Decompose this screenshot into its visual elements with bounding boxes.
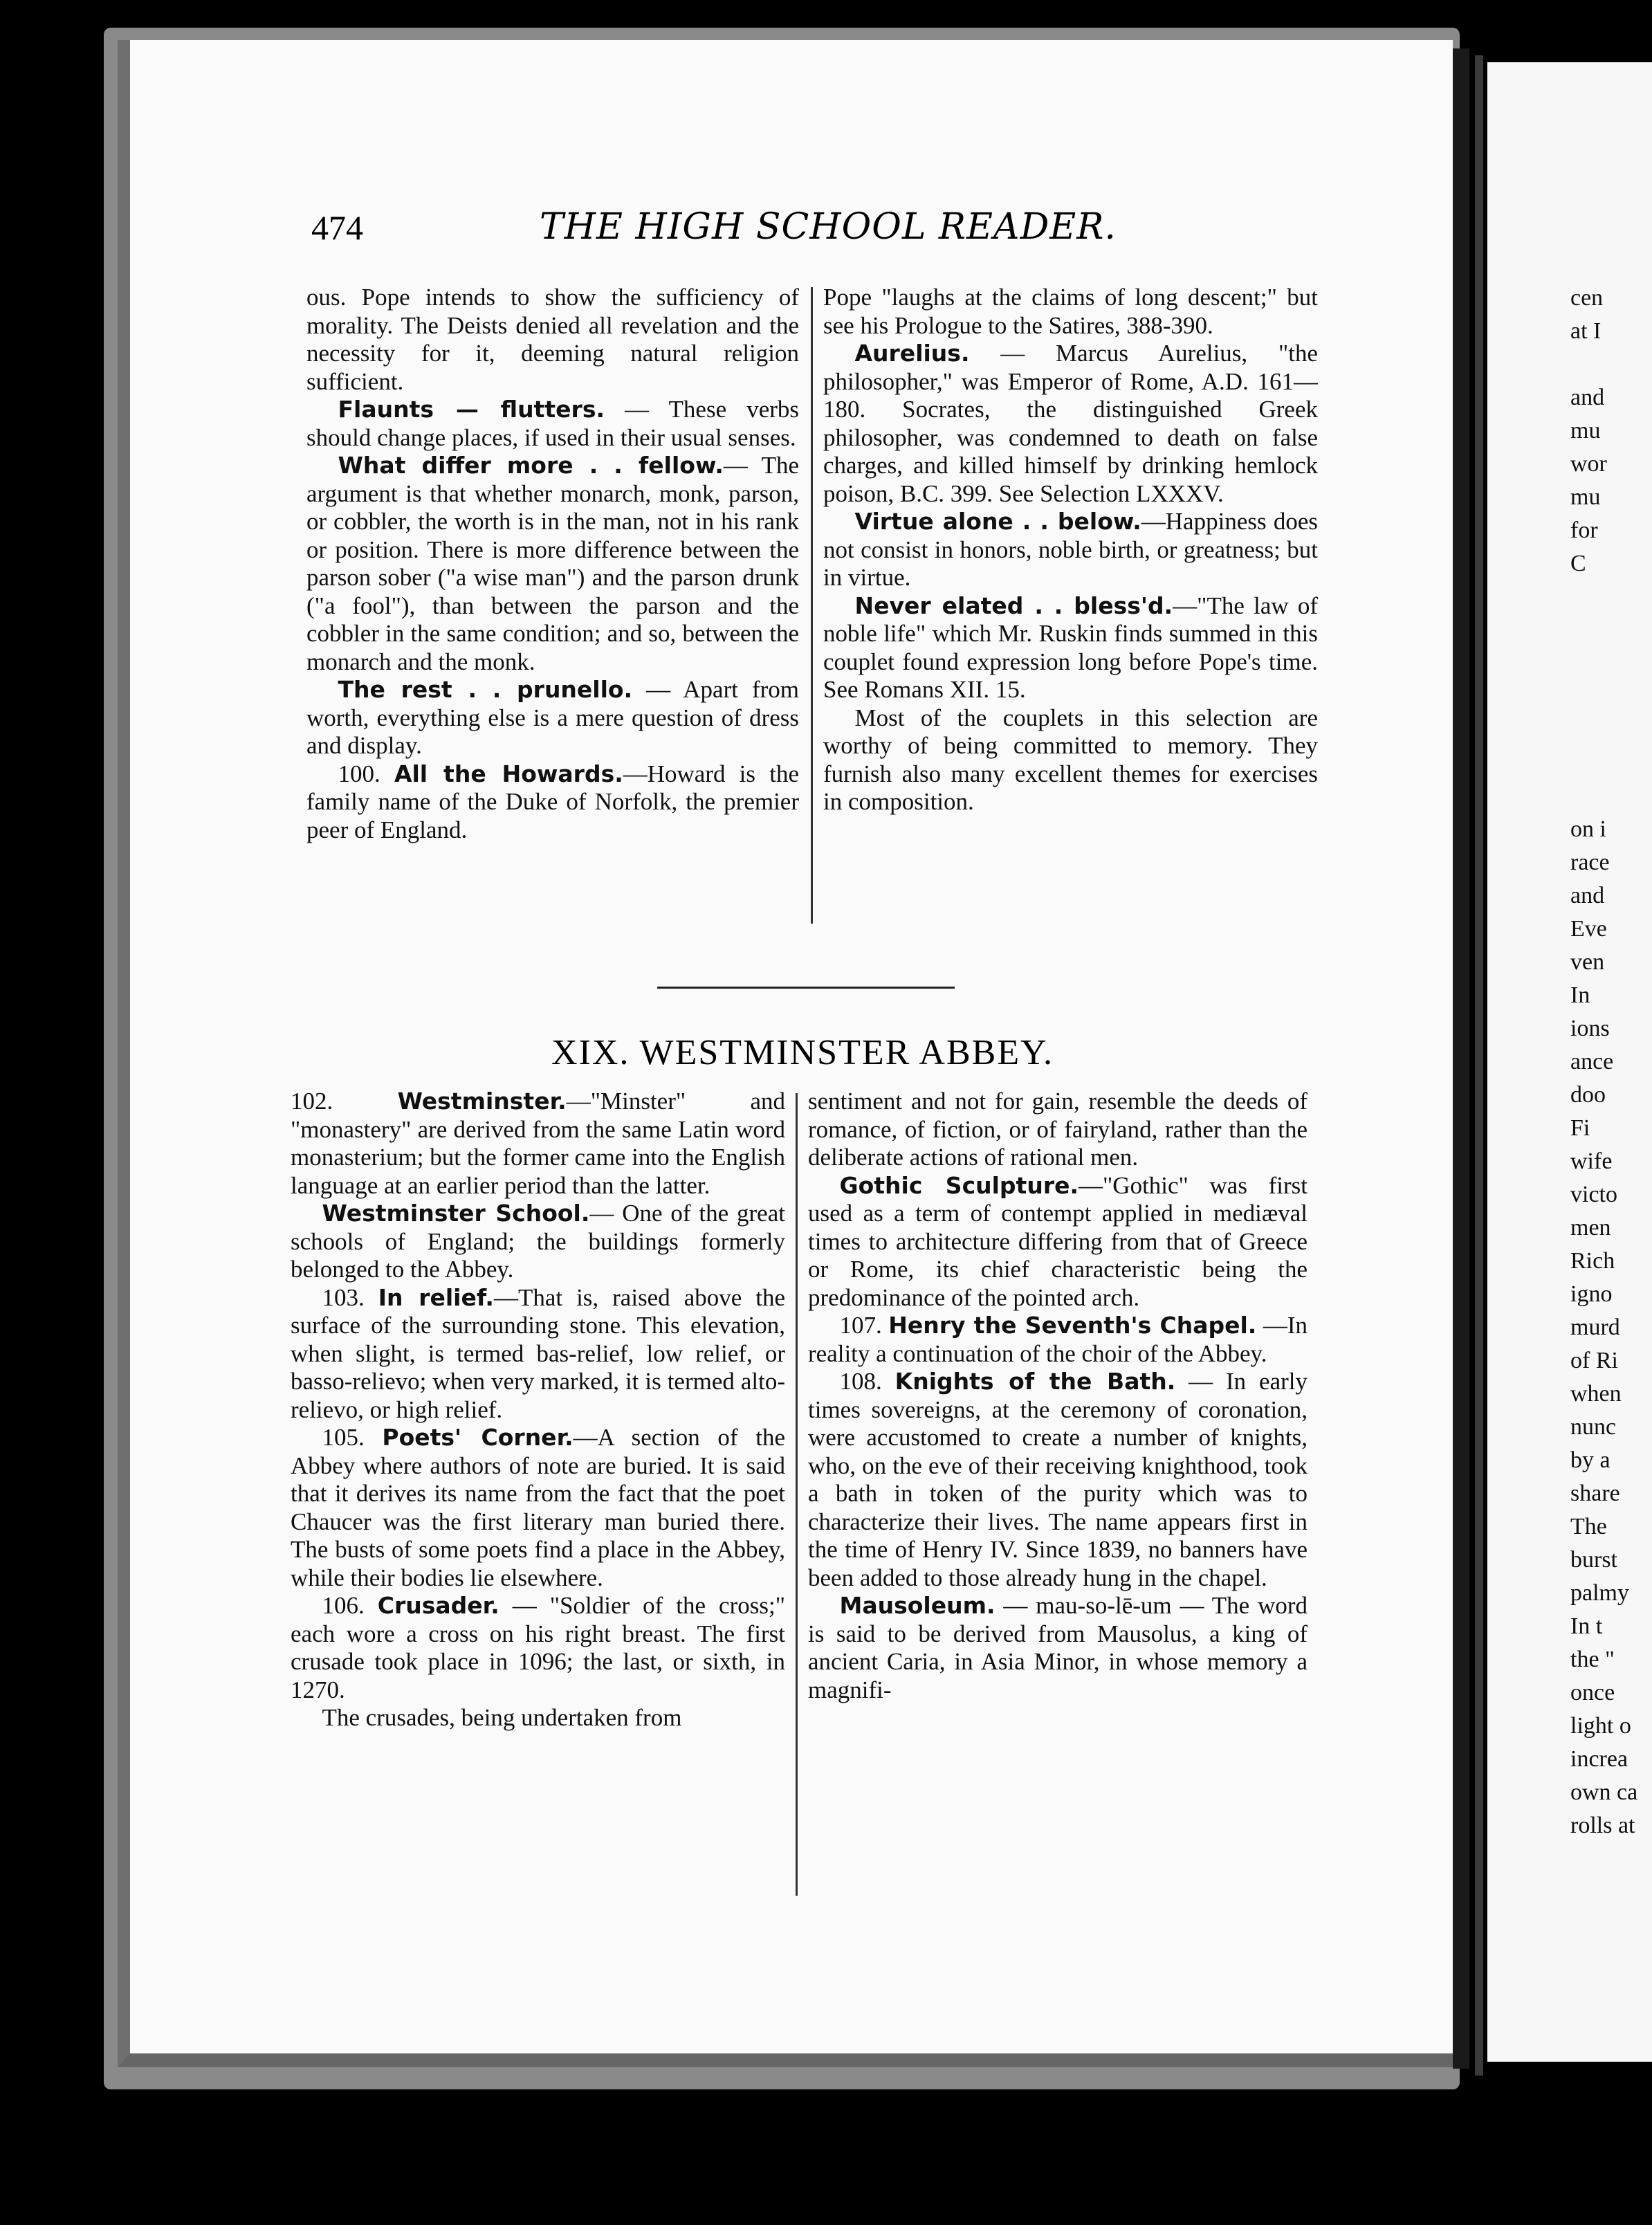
note-headword: Poets' Corner. bbox=[382, 1424, 573, 1451]
note-text: Most of the couplets in this selection are worthy of being committed to memory. They furnish also many excellent themes for exercises in composition. bbox=[823, 704, 1318, 815]
note-entry bbox=[808, 1088, 1307, 1172]
book-gutter-shadow bbox=[1475, 55, 1483, 2076]
section-title: XIX. WESTMINSTER ABBEY. bbox=[551, 1033, 1054, 1072]
note-number: 106. bbox=[322, 1592, 378, 1619]
note-headword: In relief. bbox=[378, 1283, 494, 1311]
note-headword: Henry the Seventh's Chapel. bbox=[888, 1312, 1257, 1339]
notes-column-bottom-left bbox=[291, 1088, 785, 1732]
notes-column-top-left bbox=[306, 284, 799, 844]
note-text: —Howard is the family name of the Duke of Norfolk, the premier peer of England. bbox=[306, 760, 799, 843]
note-entry bbox=[306, 396, 799, 452]
note-entry bbox=[823, 284, 1318, 340]
note-entry bbox=[291, 1704, 785, 1732]
note-text: — "Soldier of the cross;" each wore a cross on his right breast. The first crusade took place in 1096; the last, or sixth, in 1270. bbox=[291, 1592, 785, 1703]
facing-page-line: murd bbox=[1570, 1315, 1620, 1340]
facing-page-line: burst bbox=[1570, 1547, 1617, 1573]
note-entry bbox=[291, 1592, 785, 1704]
note-headword: Flaunts — flutters. bbox=[338, 396, 605, 423]
note-text: —"Minster" and "monastery" are derived from the same Latin word monasterium; but the former came into the English language at an earlier period than the latter. bbox=[291, 1088, 785, 1199]
note-entry bbox=[808, 1368, 1307, 1592]
facing-page-line: mu bbox=[1570, 484, 1601, 510]
facing-page-line: and bbox=[1570, 385, 1605, 410]
note-headword: The rest . . prunello. bbox=[338, 676, 633, 703]
note-headword: Knights of the Bath. bbox=[894, 1368, 1176, 1395]
facing-page-line: victo bbox=[1570, 1182, 1617, 1207]
note-text: — mau-so-lē-um — The word is said to be derived from Mausolus, a king of ancient Caria, in Asia Minor, in whose memory a magnifi- bbox=[808, 1592, 1307, 1703]
note-number: 102. bbox=[291, 1088, 398, 1115]
facing-page-line: wife bbox=[1570, 1148, 1613, 1174]
note-headword: What differ more . . fellow. bbox=[338, 452, 724, 479]
facing-page-line: Rich bbox=[1570, 1248, 1615, 1274]
facing-page-line: igno bbox=[1570, 1281, 1613, 1307]
note-text: —In reality a continuation of the choir of the Abbey. bbox=[808, 1312, 1307, 1367]
note-text: sentiment and not for gain, resemble the deeds of romance, of fiction, or of fairyland, rather than the deliberate actions of rational men. bbox=[808, 1088, 1307, 1171]
facing-page-line: the " bbox=[1570, 1647, 1615, 1672]
notes-column-top-right bbox=[823, 284, 1318, 816]
facing-page-line: rolls at bbox=[1570, 1813, 1635, 1838]
note-entry bbox=[808, 1592, 1307, 1704]
note-text: — Marcus Aurelius, "the philosopher," was Emperor of Rome, A.D. 161—180. Socrates, the distinguished Greek philosopher, was condemned to death on false charges, and killed himself by drinking hemlock poison, B.C. 399. See Selection LXXXV. bbox=[823, 340, 1318, 507]
facing-page-line: and bbox=[1570, 883, 1605, 908]
note-number: 105. bbox=[322, 1424, 383, 1451]
note-headword: Mausoleum. bbox=[839, 1592, 995, 1619]
note-entry bbox=[808, 1312, 1307, 1368]
facing-page-line: Eve bbox=[1570, 916, 1607, 942]
facing-page-line: In t bbox=[1570, 1613, 1603, 1639]
note-entry bbox=[823, 704, 1318, 816]
note-text: —"The law of noble life" which Mr. Ruskin finds summed in this couplet found expression long before Pope's time. See Romans XII. 15. bbox=[823, 592, 1318, 703]
note-entry bbox=[306, 676, 799, 760]
facing-page-line: on i bbox=[1570, 816, 1606, 842]
column-divider-top bbox=[811, 287, 813, 924]
page-header bbox=[311, 201, 1349, 256]
note-headword: Westminster. bbox=[397, 1088, 567, 1115]
note-text: —That is, raised above the surface of the surrounding stone. This elevation, when slight, is termed bas-relief, low relief, or basso-relievo; when very marked, it is termed alto-relievo, or high relief. bbox=[291, 1283, 785, 1423]
facing-page-line: palmy bbox=[1570, 1580, 1629, 1606]
note-headword: Crusader. bbox=[377, 1592, 499, 1619]
note-text: Pope "laughs at the claims of long descent;" but see his Prologue to the Satires, 388-390. bbox=[823, 284, 1318, 339]
note-number: 100. bbox=[338, 760, 394, 787]
facing-page-line: increa bbox=[1570, 1746, 1628, 1772]
note-text: The crusades, being undertaken from bbox=[322, 1704, 682, 1731]
note-number: 108. bbox=[839, 1368, 895, 1395]
note-text: — In early times sovereigns, at the ceremony of coronation, were accustomed to create a number of knights, who, on the eve of their receiving knighthood, took a bath in token of the purity which was to characterize their lives. The name appears first in the time of Henry IV. Since 1839, no banners have been added to those already hung in the chapel. bbox=[808, 1368, 1308, 1591]
note-text: — Apart from worth, everything else is a mere question of dress and display. bbox=[306, 676, 799, 759]
facing-page-line: ions bbox=[1570, 1016, 1610, 1041]
note-number: 103. bbox=[322, 1283, 378, 1311]
facing-page-line: ance bbox=[1570, 1049, 1614, 1074]
note-text: —"Gothic" was first used as a term of contempt applied in mediæval times to architecture differing from that of Greece or Rome, its chief characteristic being the predominance of the pointed arch. bbox=[808, 1171, 1307, 1311]
facing-page-line: The bbox=[1570, 1514, 1607, 1539]
note-number: 107. bbox=[839, 1312, 889, 1339]
facing-page-line: of Ri bbox=[1570, 1348, 1618, 1373]
notes-column-bottom-right bbox=[808, 1088, 1307, 1704]
facing-page-line: cen bbox=[1570, 285, 1604, 311]
note-headword: Aurelius. bbox=[854, 340, 970, 367]
note-entry bbox=[306, 760, 799, 845]
note-entry bbox=[823, 508, 1318, 592]
page-number: 474 bbox=[311, 208, 363, 247]
facing-page-line: light o bbox=[1570, 1713, 1631, 1739]
note-headword: All the Howards. bbox=[394, 760, 623, 787]
running-head: THE HIGH SCHOOL READER. bbox=[540, 206, 1117, 248]
note-text: — The argument is that whether monarch, monk, parson, or cobbler, the worth is in the man, not in his rank or position. There is more difference between the parson sober ("a wise man") and the parson drunk ("a fool"), than between the parson and the cobbler in the same condition; and so, between the monarch and the monk. bbox=[306, 452, 799, 675]
facing-page-line: wor bbox=[1570, 451, 1607, 477]
note-entry bbox=[306, 284, 799, 396]
note-headword: Never elated . . bless'd. bbox=[854, 592, 1173, 619]
facing-page-line: for bbox=[1570, 518, 1598, 543]
note-entry bbox=[823, 340, 1318, 508]
note-entry bbox=[306, 452, 799, 676]
section-rule bbox=[657, 987, 955, 989]
note-text: — One of the great schools of England; the buildings formerly belonged to the Abbey. bbox=[291, 1200, 785, 1283]
facing-page-line: by a bbox=[1570, 1447, 1610, 1473]
facing-page-line: share bbox=[1570, 1481, 1620, 1506]
note-entry bbox=[291, 1088, 785, 1200]
note-entry bbox=[808, 1172, 1307, 1312]
facing-page-line: In bbox=[1570, 982, 1590, 1008]
note-text: —A section of the Abbey where authors of note are buried. It is said that it derives its name from the fact that the poet Chaucer was the first literary man buried there. The busts of some poets find a place in the Abbey, while their bodies lie elsewhere. bbox=[291, 1424, 785, 1591]
facing-page-line: ven bbox=[1570, 949, 1605, 975]
book-gutter bbox=[1453, 48, 1469, 2069]
facing-page-line: when bbox=[1570, 1381, 1622, 1407]
facing-page-line: doo bbox=[1570, 1082, 1606, 1108]
facing-page-line: men bbox=[1570, 1215, 1611, 1240]
facing-page-line: race bbox=[1570, 850, 1610, 875]
facing-page-line: own ca bbox=[1570, 1779, 1638, 1805]
note-text: ous. Pope intends to show the sufficiency of morality. The Deists denied all revelation and the necessity for it, deeming natural religion sufficient. bbox=[306, 284, 799, 395]
facing-page-line: mu bbox=[1570, 418, 1601, 443]
note-entry bbox=[823, 592, 1318, 704]
note-text: — These verbs should change places, if used in their usual senses. bbox=[306, 396, 800, 451]
facing-page-line: Fi bbox=[1570, 1115, 1590, 1141]
note-headword: Westminster School. bbox=[322, 1200, 590, 1227]
facing-page-line: C bbox=[1570, 551, 1586, 576]
note-headword: Virtue alone . . below. bbox=[854, 508, 1141, 535]
note-entry bbox=[291, 1200, 785, 1284]
note-headword: Gothic Sculpture. bbox=[839, 1171, 1079, 1199]
note-entry bbox=[291, 1284, 785, 1425]
facing-page-line: at I bbox=[1570, 318, 1601, 344]
note-entry bbox=[291, 1424, 785, 1592]
note-text: —Happiness does not consist in honors, noble birth, or greatness; but in virtue. bbox=[823, 508, 1319, 591]
facing-page-line: once bbox=[1570, 1680, 1615, 1705]
column-divider-bottom bbox=[796, 1093, 798, 1896]
facing-page-line: nunc bbox=[1570, 1414, 1617, 1440]
